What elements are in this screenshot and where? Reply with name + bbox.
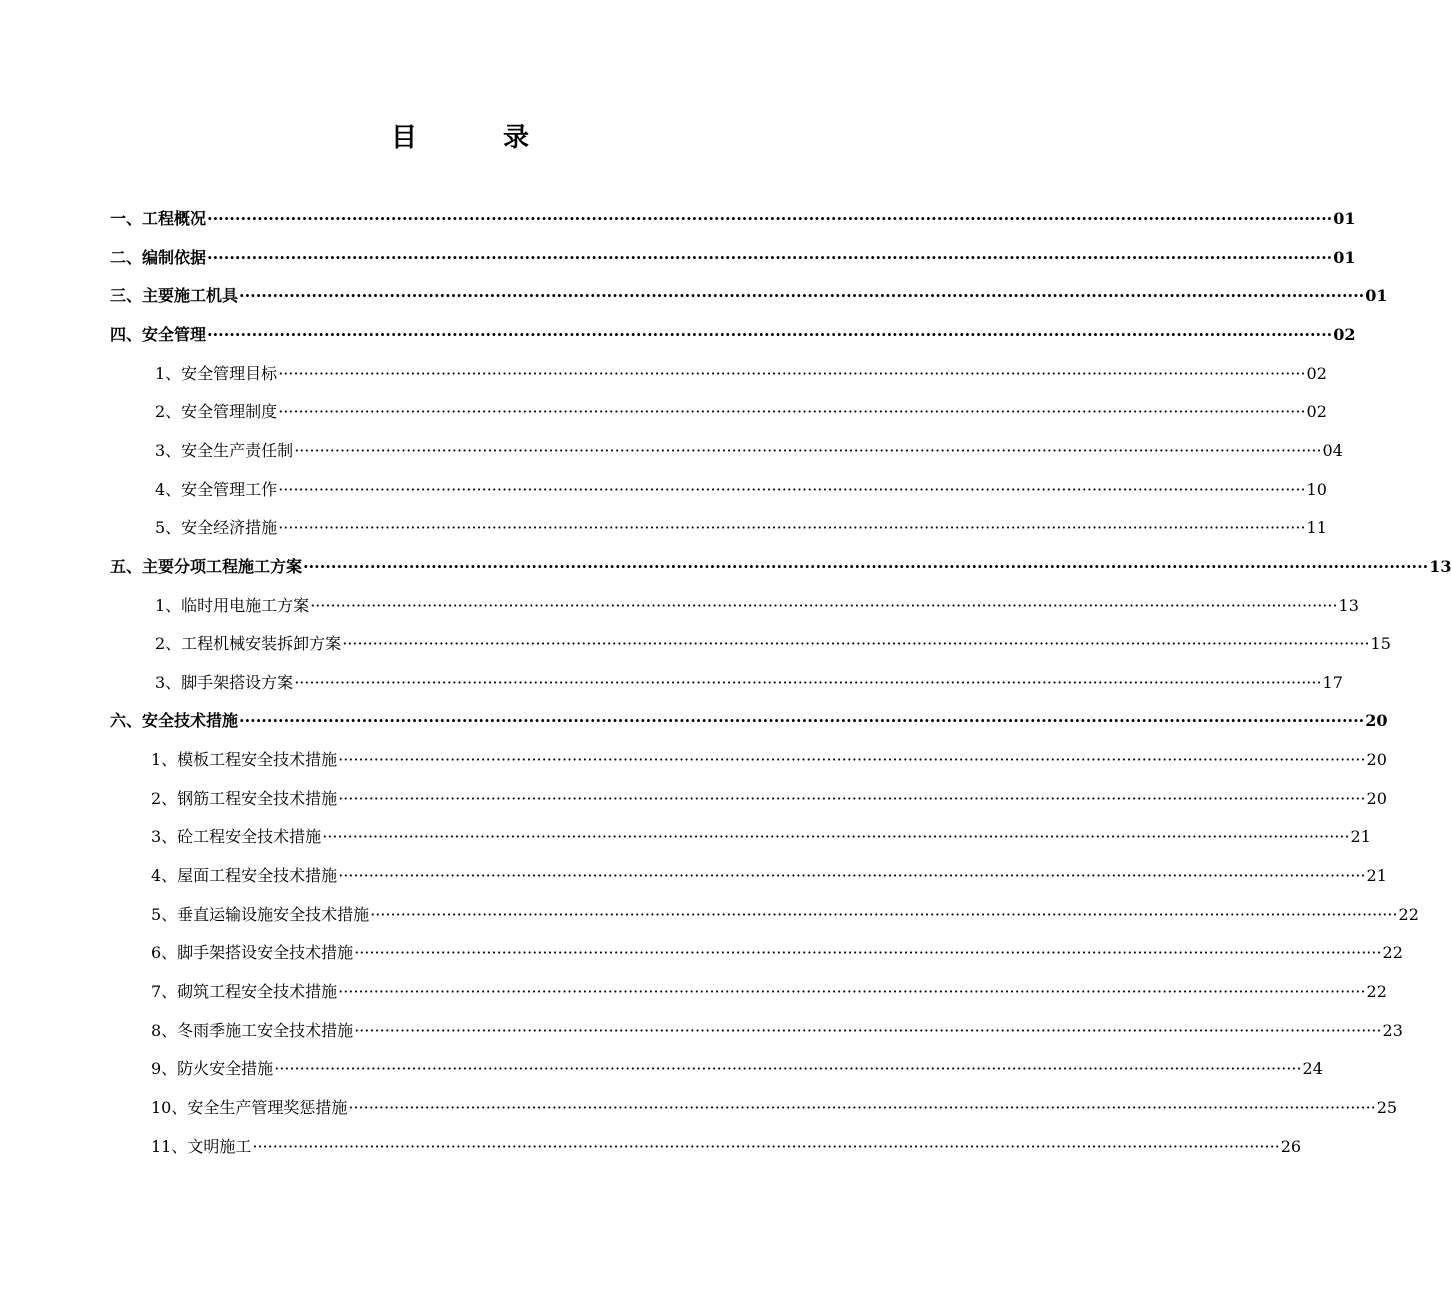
toc-entry-leader: ·········································································································································································································· bbox=[239, 711, 1365, 731]
toc-entry-text: 五、主要分项工程施工方案 bbox=[110, 556, 303, 576]
toc-entry-leader: ·········································································································································································································· bbox=[348, 1097, 1376, 1117]
toc-entry-page: 22 bbox=[1366, 982, 1387, 1001]
toc-entry-leader: ·········································································································································································································· bbox=[278, 518, 1306, 538]
toc-entry-text: 一、工程概况 bbox=[110, 209, 207, 228]
toc-entry-page: 01 bbox=[1365, 286, 1388, 306]
toc-entry[interactable] bbox=[110, 702, 1388, 741]
toc-entry-leader: ·········································································································································································································· bbox=[303, 556, 1429, 576]
toc-entry-page: 02 bbox=[1306, 363, 1327, 383]
toc-entry-leader: ·········································································································································································································· bbox=[338, 788, 1366, 808]
toc-entry-text: 3、脚手架搭设方案 bbox=[155, 672, 294, 692]
toc-entry-leader: ·········································································································································································································· bbox=[338, 866, 1366, 886]
toc-entry[interactable] bbox=[151, 741, 1387, 780]
toc-entry-page: 13 bbox=[1338, 595, 1359, 615]
toc-entry[interactable] bbox=[151, 1128, 1302, 1167]
toc-entry-leader: ·········································································································································································································· bbox=[342, 634, 1370, 654]
toc-entry-page: 20 bbox=[1365, 711, 1388, 731]
toc-entry-page: 02 bbox=[1306, 402, 1327, 422]
toc-entry[interactable] bbox=[155, 393, 1327, 432]
toc-entry[interactable] bbox=[155, 664, 1343, 703]
toc-entry-text: 4、屋面工程安全技术措施 bbox=[151, 866, 338, 886]
toc-entry-page: 22 bbox=[1382, 943, 1403, 963]
toc-entry-page: 11 bbox=[1306, 518, 1327, 538]
toc-entry-page: 01 bbox=[1333, 247, 1356, 267]
toc-entry-leader: ·········································································································································································································· bbox=[354, 943, 1382, 963]
toc-title: 目 录 bbox=[390, 123, 559, 153]
toc-entry[interactable] bbox=[155, 432, 1343, 471]
toc-entry-text: 5、垂直运输设施安全技术措施 bbox=[151, 904, 370, 924]
toc-entry[interactable] bbox=[110, 200, 1356, 239]
toc-entry-text: 2、安全管理制度 bbox=[155, 402, 278, 422]
toc-entry-text: 9、防火安全措施 bbox=[151, 1059, 274, 1079]
toc-entry-page: 24 bbox=[1302, 1059, 1323, 1079]
toc-entry-leader: ·········································································································································································································· bbox=[207, 209, 1333, 228]
toc-entry-text: 三、主要施工机具 bbox=[110, 286, 239, 306]
toc-entry-text: 1、模板工程安全技术措施 bbox=[151, 750, 338, 770]
toc-entry-text: 6、脚手架搭设安全技术措施 bbox=[151, 943, 354, 963]
toc-entry-leader: ·········································································································································································································· bbox=[354, 1020, 1382, 1040]
toc-entry[interactable] bbox=[110, 548, 1451, 587]
toc-entry-text: 1、临时用电施工方案 bbox=[155, 595, 310, 615]
toc-entry[interactable] bbox=[110, 239, 1356, 278]
toc-entry-page: 02 bbox=[1333, 324, 1356, 344]
toc-entry-leader: ·········································································································································································································· bbox=[278, 363, 1306, 383]
toc-entry-text: 1、安全管理目标 bbox=[155, 363, 278, 383]
toc-entry-leader: ·········································································································································································································· bbox=[207, 324, 1333, 344]
toc-entry-leader: ·········································································································································································································· bbox=[278, 479, 1306, 499]
toc-entry-leader: ·········································································································································································································· bbox=[207, 247, 1333, 267]
toc-entry[interactable] bbox=[155, 509, 1327, 548]
toc-entry-page: 15 bbox=[1370, 634, 1391, 654]
toc-entry-leader: ·········································································································································································································· bbox=[274, 1059, 1302, 1079]
toc-entry[interactable] bbox=[151, 818, 1371, 857]
toc-entry-text: 四、安全管理 bbox=[110, 324, 207, 344]
toc-entry-page: 13 bbox=[1429, 556, 1451, 576]
toc-entry-text: 2、工程机械安装拆卸方案 bbox=[155, 634, 342, 654]
toc-entry-page: 17 bbox=[1322, 672, 1343, 692]
toc-entry-leader: ·········································································································································································································· bbox=[252, 1136, 1280, 1156]
toc-entry[interactable] bbox=[151, 973, 1387, 1012]
toc-entry[interactable] bbox=[155, 471, 1327, 510]
toc-entry[interactable] bbox=[155, 587, 1359, 626]
toc-entry[interactable] bbox=[110, 277, 1388, 316]
toc-entry-text: 六、安全技术措施 bbox=[110, 711, 239, 731]
toc-entry[interactable] bbox=[151, 1089, 1398, 1128]
toc-entry-page: 10 bbox=[1306, 479, 1327, 499]
toc-entry-page: 22 bbox=[1398, 904, 1419, 924]
toc-entry-page: 21 bbox=[1350, 827, 1371, 847]
toc-entry[interactable] bbox=[155, 355, 1327, 394]
toc-entry[interactable] bbox=[151, 857, 1387, 896]
toc-entry-page: 26 bbox=[1280, 1136, 1302, 1156]
toc-entry[interactable] bbox=[155, 625, 1391, 664]
toc-entry[interactable] bbox=[151, 780, 1387, 819]
toc-entry-leader: ·········································································································································································································· bbox=[294, 672, 1322, 692]
toc-entry-text: 4、安全管理工作 bbox=[155, 479, 278, 499]
toc-entry[interactable] bbox=[151, 896, 1419, 935]
toc-entry-text: 二、编制依据 bbox=[110, 247, 207, 267]
toc-entry-leader: ·········································································································································································································· bbox=[278, 402, 1306, 422]
toc-entry-page: 01 bbox=[1333, 209, 1356, 228]
toc-entry-text: 10、安全生产管理奖惩措施 bbox=[151, 1097, 348, 1117]
toc-entry[interactable] bbox=[110, 316, 1356, 355]
toc-entry-page: 20 bbox=[1366, 750, 1387, 770]
toc-entry-leader: ·········································································································································································································· bbox=[310, 595, 1338, 615]
toc-entry-leader: ·········································································································································································································· bbox=[338, 982, 1366, 1001]
toc-entry-text: 5、安全经济措施 bbox=[155, 518, 278, 538]
toc-entry-page: 20 bbox=[1366, 788, 1387, 808]
toc-entry-leader: ·········································································································································································································· bbox=[239, 286, 1365, 306]
toc-entry-text: 3、安全生产责任制 bbox=[155, 440, 294, 460]
toc-entry-text: 3、砼工程安全技术措施 bbox=[151, 827, 322, 847]
toc-entry-text: 8、冬雨季施工安全技术措施 bbox=[151, 1020, 354, 1040]
toc-entry-leader: ·········································································································································································································· bbox=[370, 904, 1398, 924]
toc-entry-leader: ·········································································································································································································· bbox=[322, 827, 1350, 847]
toc-entry-page: 04 bbox=[1322, 440, 1343, 460]
toc-entry[interactable] bbox=[151, 934, 1403, 973]
toc-entry-page: 25 bbox=[1376, 1097, 1398, 1117]
toc-entry[interactable] bbox=[151, 1050, 1323, 1089]
toc-entry-text: 2、钢筋工程安全技术措施 bbox=[151, 788, 338, 808]
toc-entry-leader: ·········································································································································································································· bbox=[294, 440, 1322, 460]
toc-entry-text: 7、砌筑工程安全技术措施 bbox=[151, 982, 338, 1001]
toc-entry[interactable] bbox=[151, 1012, 1403, 1051]
toc-entry-text: 11、文明施工 bbox=[151, 1136, 252, 1156]
toc-entry-page: 23 bbox=[1382, 1020, 1403, 1040]
toc-entry-leader: ·········································································································································································································· bbox=[338, 750, 1366, 770]
toc-entry-page: 21 bbox=[1366, 866, 1387, 886]
